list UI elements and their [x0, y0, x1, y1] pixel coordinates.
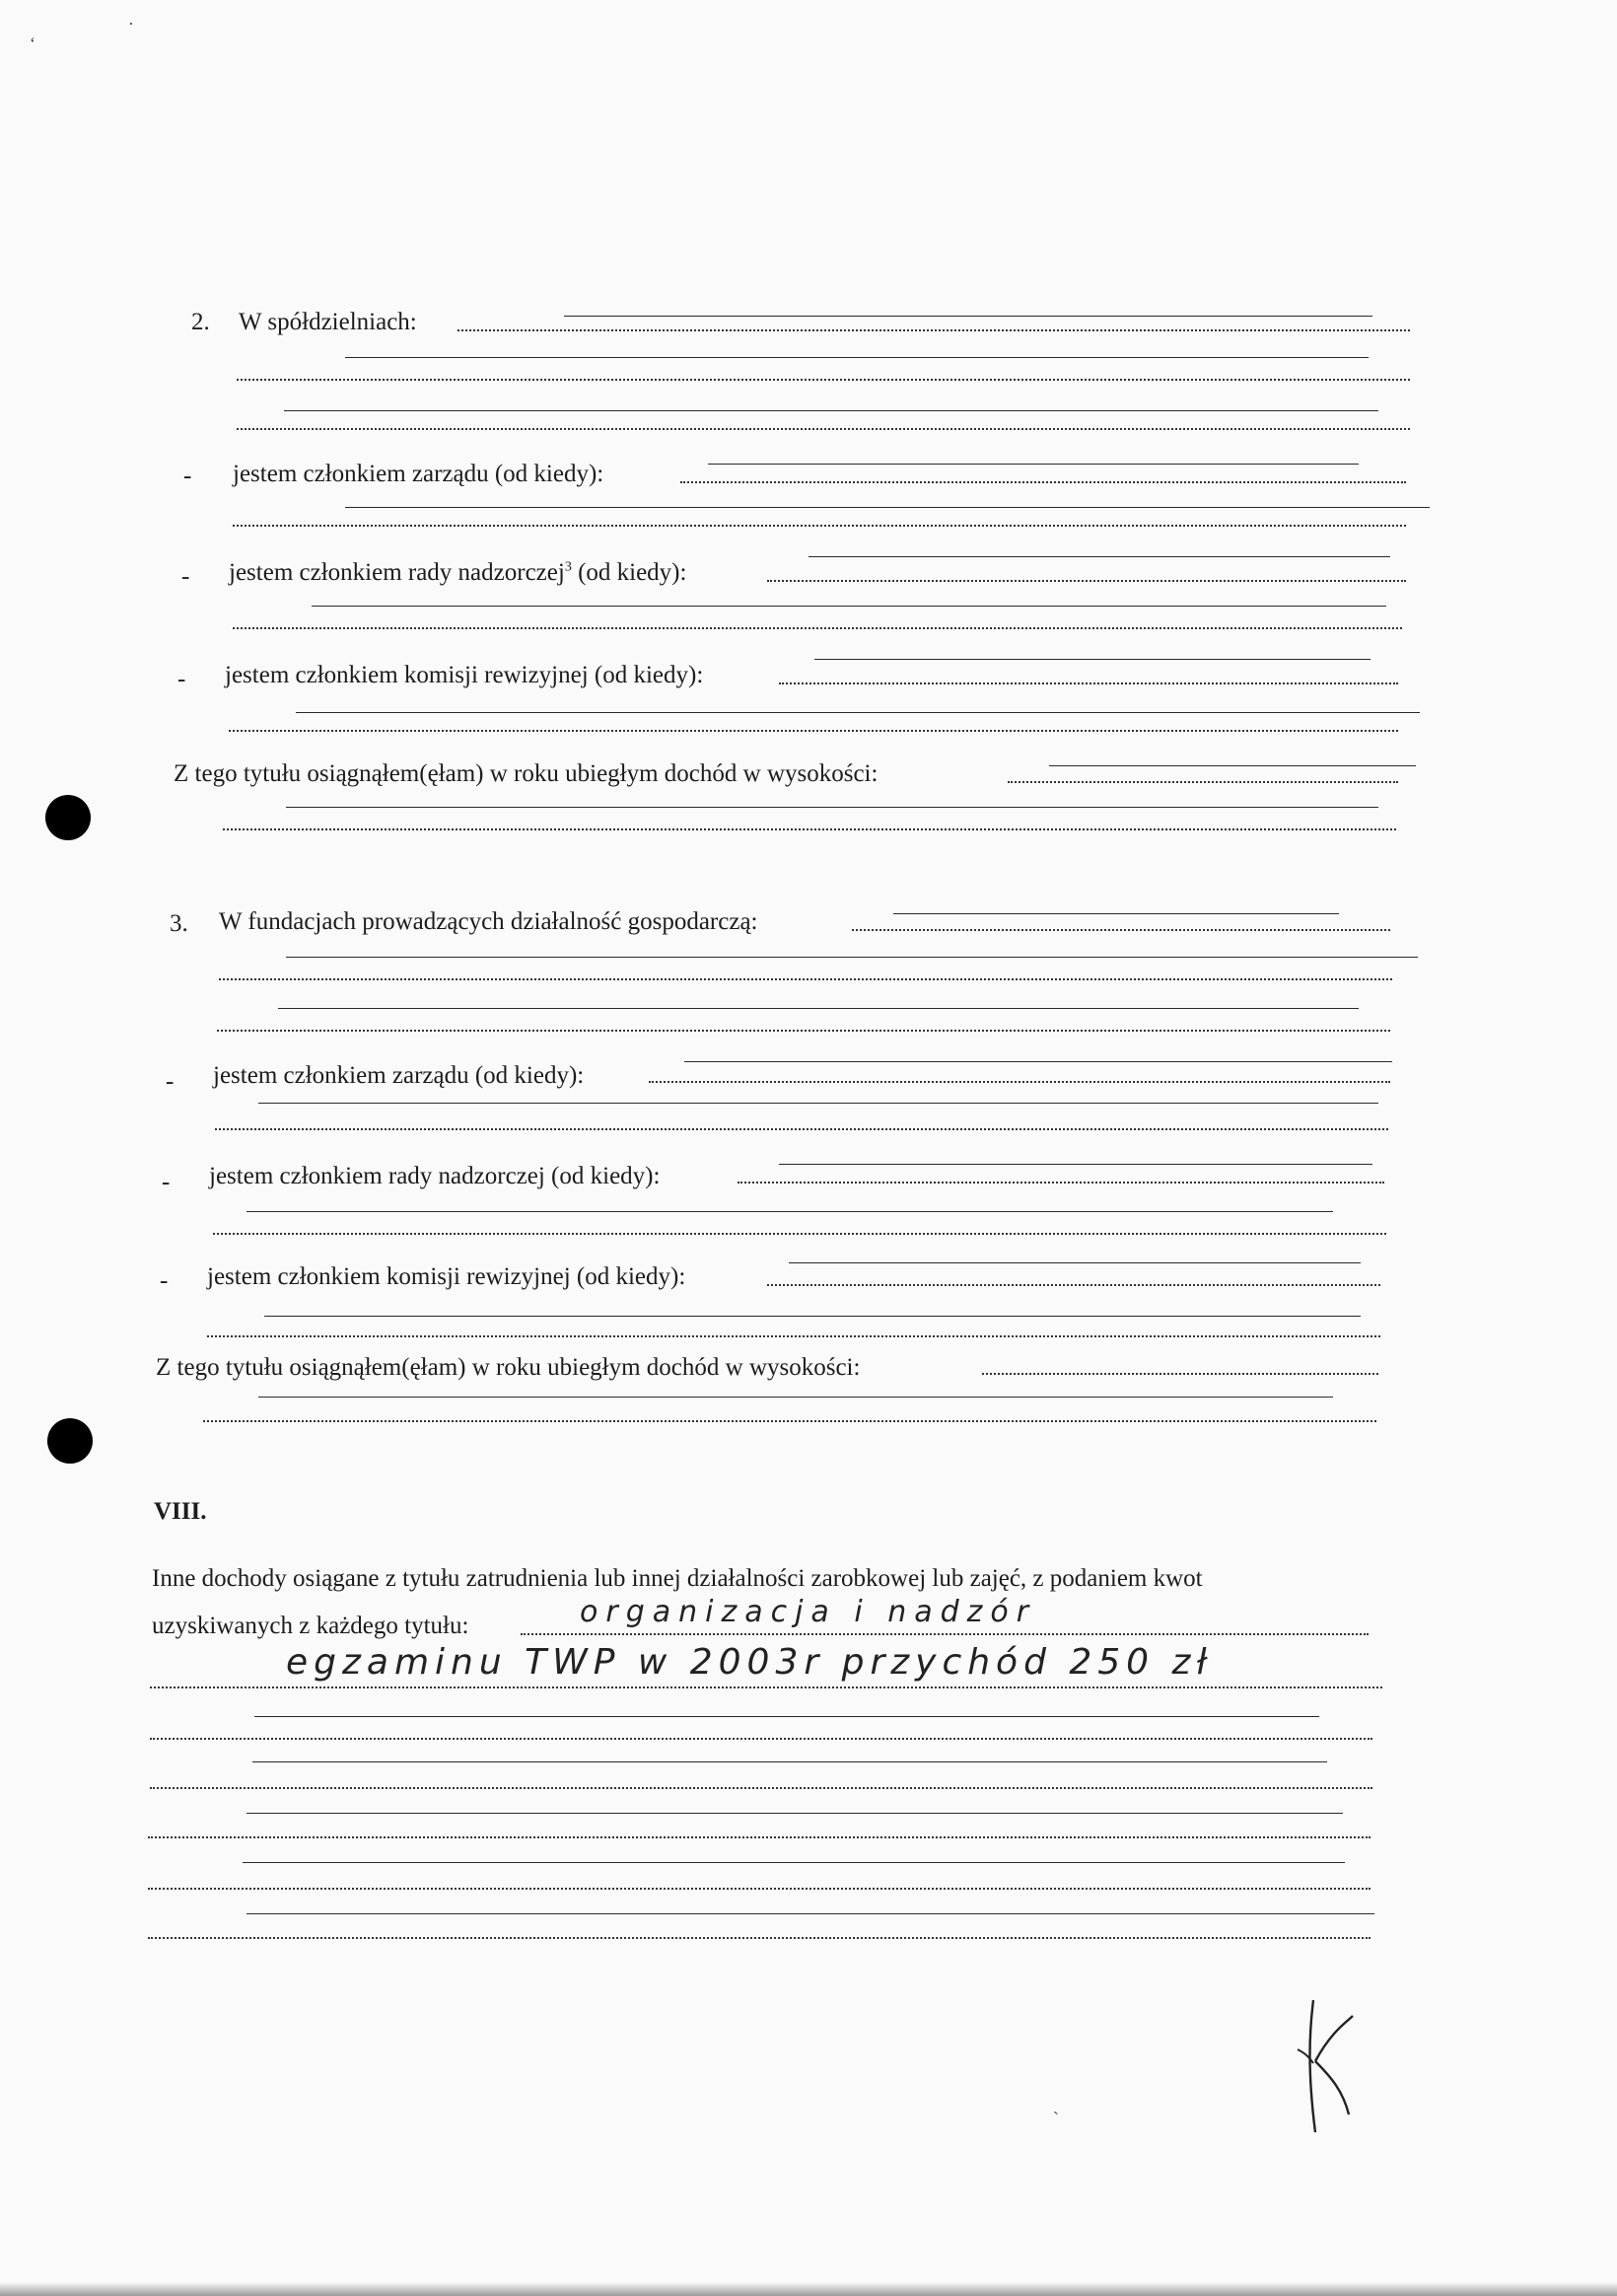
fill-line: [150, 1686, 1382, 1688]
fill-line: [521, 1633, 1369, 1635]
pen-stroke: [708, 464, 1359, 465]
punch-hole-icon: [47, 1418, 93, 1464]
pen-stroke: [246, 1813, 1343, 1814]
signature: [1292, 1992, 1371, 2140]
fill-line: [852, 929, 1390, 931]
fill-line: [148, 1937, 1371, 1939]
pen-stroke: [564, 316, 1372, 317]
pen-stroke: [808, 556, 1390, 557]
pen-stroke: [286, 957, 1418, 958]
fill-line: [680, 481, 1406, 483]
scan-mark: ·: [128, 14, 134, 34]
fill-line: [148, 1888, 1371, 1890]
fill-line: [457, 329, 1410, 331]
board-label: jestem członkiem zarządu (od kiedy):: [213, 1062, 585, 1089]
fill-line: [233, 525, 1406, 527]
fill-line: [213, 1233, 1386, 1235]
bullet-dash: -: [177, 666, 186, 692]
bullet-dash: -: [160, 1267, 169, 1294]
pen-stroke: [258, 1103, 1378, 1104]
fill-line: [738, 1182, 1384, 1184]
fill-line: [215, 1128, 1388, 1130]
bullet-dash: -: [181, 563, 190, 590]
pen-stroke: [246, 1913, 1374, 1914]
pen-stroke: [345, 507, 1430, 508]
pen-stroke: [252, 1761, 1327, 1762]
scan-mark: ‘: [30, 34, 35, 53]
fill-line: [207, 1335, 1380, 1337]
pen-stroke: [1049, 765, 1416, 766]
pen-stroke: [779, 1164, 1372, 1165]
pen-stroke: [789, 1262, 1361, 1263]
pen-stroke: [284, 410, 1378, 411]
fill-line: [150, 1787, 1372, 1789]
section-numeral: VIII.: [154, 1498, 207, 1525]
pen-stroke: [312, 606, 1386, 607]
pen-stroke: [254, 1716, 1319, 1717]
handwritten-entry-line2: egzaminu TWP w 2003r przychód 250 zł: [286, 1642, 1213, 1683]
fill-line: [982, 1373, 1378, 1375]
audit-label: jestem członkiem komisji rewizyjnej (od kiedy):: [225, 662, 704, 688]
pen-stroke: [286, 807, 1378, 808]
scan-mark: ˏ: [1053, 2095, 1059, 2115]
fill-line: [223, 828, 1396, 830]
fill-line: [237, 428, 1410, 430]
section-number: 3.: [170, 910, 188, 937]
fill-line: [150, 1738, 1372, 1740]
pen-stroke: [243, 1862, 1345, 1863]
pen-stroke: [264, 1316, 1361, 1317]
income-label: Z tego tytułu osiągnąłem(ęłam) w roku ubiegłym dochód w wysokości:: [174, 760, 879, 787]
fill-line: [203, 1420, 1376, 1422]
pen-stroke: [893, 913, 1339, 914]
pen-stroke: [246, 1211, 1333, 1212]
board-label: jestem członkiem zarządu (od kiedy):: [233, 461, 604, 487]
pen-stroke: [345, 357, 1369, 358]
pen-stroke: [296, 712, 1420, 713]
scan-edge: [0, 2282, 1617, 2296]
fill-line: [779, 682, 1398, 684]
fill-line: [219, 978, 1392, 980]
intro-text-line1: Inne dochody osiągane z tytułu zatrudnienia lub innej działalności zarobkowej lub zajęć, z podaniem kwot: [152, 1565, 1203, 1592]
pen-stroke: [814, 659, 1371, 660]
audit-label: jestem członkiem komisji rewizyjnej (od kiedy):: [207, 1263, 686, 1290]
fill-line: [217, 1030, 1390, 1032]
fill-line: [767, 580, 1406, 582]
fill-line: [1008, 781, 1398, 783]
fill-line: [237, 379, 1410, 381]
pen-stroke: [258, 1397, 1333, 1398]
section-heading: W fundacjach prowadzących działalność gospodarczą:: [219, 908, 758, 935]
section-number: 2.: [191, 309, 210, 335]
fill-line: [767, 1284, 1380, 1286]
bullet-dash: -: [183, 463, 192, 489]
bullet-dash: -: [166, 1068, 175, 1095]
supervisory-label: jestem członkiem rady nadzorczej (od kiedy):: [209, 1163, 661, 1189]
fill-line: [148, 1836, 1371, 1838]
intro-text-line2: uzyskiwanych z każdego tytułu:: [152, 1613, 469, 1639]
fill-line: [229, 730, 1398, 732]
income-label: Z tego tytułu osiągnąłem(ęłam) w roku ubiegłym dochód w wysokości:: [156, 1354, 861, 1381]
signature-text: K: [1331, 2130, 1332, 2131]
supervisory-label: jestem członkiem rady nadzorczej$^3$ (od kiedy):: [229, 559, 687, 586]
bullet-dash: -: [162, 1169, 171, 1195]
fill-line: [649, 1081, 1390, 1083]
pen-stroke: [278, 1008, 1359, 1009]
handwritten-entry-line1: organizacja i nadzór: [580, 1595, 1037, 1629]
punch-hole-icon: [45, 795, 91, 840]
section-heading: W spółdzielniach:: [239, 309, 417, 335]
fill-line: [233, 627, 1402, 629]
pen-stroke: [684, 1061, 1392, 1062]
